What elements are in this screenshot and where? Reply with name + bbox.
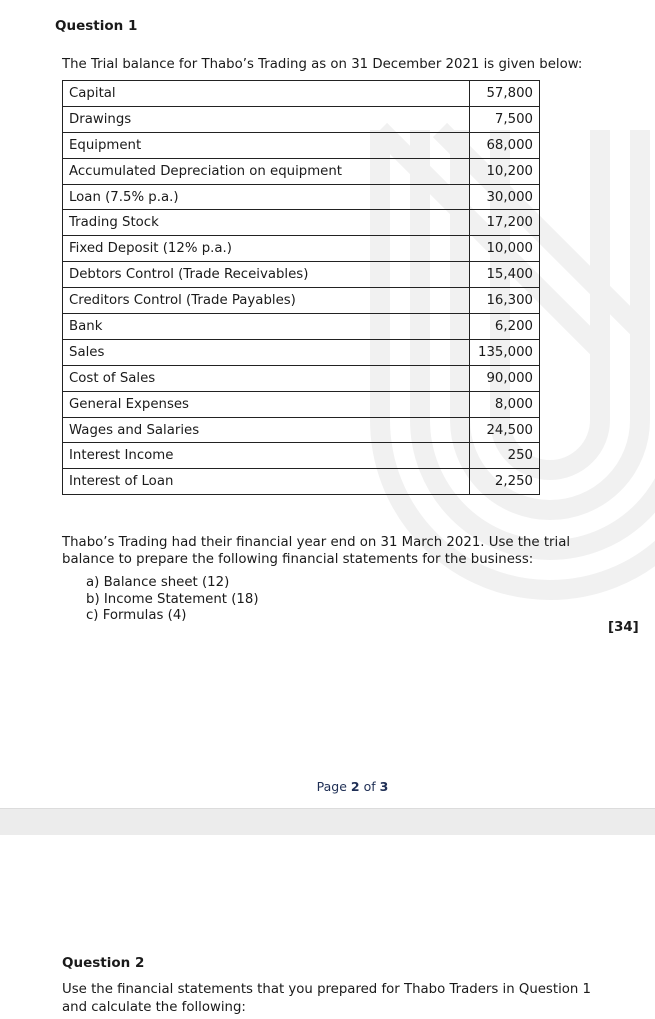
account-name: Debtors Control (Trade Receivables) [63,262,470,288]
task-list [86,575,259,625]
account-amount: 8,000 [470,391,540,417]
trial-balance-row [63,469,540,495]
account-name: Drawings [63,106,470,132]
trial-balance-row [63,417,540,443]
account-name: Creditors Control (Trade Payables) [63,288,470,314]
account-name: Cost of Sales [63,365,470,391]
trial-balance-row [63,391,540,417]
trial-balance-row [63,158,540,184]
document-page-3 [0,835,655,1019]
account-amount: 24,500 [470,417,540,443]
account-name: Accumulated Depreciation on equipment [63,158,470,184]
account-amount: 10,200 [470,158,540,184]
account-name: Loan (7.5% p.a.) [63,184,470,210]
account-name: Interest Income [63,443,470,469]
task-formulas: c) Formulas (4) [86,608,187,623]
trial-balance-row [63,262,540,288]
account-name: Bank [63,314,470,340]
account-name: Fixed Deposit (12% p.a.) [63,236,470,262]
trial-balance-row [63,365,540,391]
page-number [0,779,655,794]
trial-balance-row [63,81,540,107]
account-name: Trading Stock [63,210,470,236]
account-amount: 17,200 [470,210,540,236]
trial-balance-table [62,80,540,495]
trial-balance-row [63,106,540,132]
account-name: Capital [63,81,470,107]
trial-balance-row [63,288,540,314]
trial-balance-row [63,132,540,158]
of-word: of [363,779,376,794]
account-name: Sales [63,339,470,365]
page-current: 2 [350,779,360,794]
account-amount: 30,000 [470,184,540,210]
account-name: Equipment [63,132,470,158]
account-name: General Expenses [63,391,470,417]
question-2-line-2: and calculate the following: [62,1000,246,1015]
total-marks: [34] [608,620,639,635]
account-amount: 15,400 [470,262,540,288]
account-name: Wages and Salaries [63,417,470,443]
question-1-title: Question 1 [55,18,138,34]
trial-balance-row [63,339,540,365]
account-amount: 57,800 [470,81,540,107]
account-amount: 7,500 [470,106,540,132]
trial-balance-row [63,443,540,469]
account-amount: 10,000 [470,236,540,262]
account-amount: 2,250 [470,469,540,495]
trial-balance-row [63,236,540,262]
instruction-line-1: Thabo’s Trading had their financial year end on 31 March 2021. Use the trial [62,535,571,550]
page-word: Page [316,779,347,794]
account-amount: 250 [470,443,540,469]
trial-balance-row [63,314,540,340]
page-total: 3 [379,779,389,794]
account-amount: 68,000 [470,132,540,158]
account-amount: 135,000 [470,339,540,365]
account-amount: 90,000 [470,365,540,391]
question-1-intro: The Trial balance for Thabo’s Trading as on 31 December 2021 is given below: [62,57,583,72]
account-amount: 6,200 [470,314,540,340]
instruction-line-2: balance to prepare the following financial statements for the business: [62,552,534,567]
trial-balance-row [63,184,540,210]
question-2-title: Question 2 [62,955,145,971]
question-2-line-1: Use the financial statements that you prepared for Thabo Traders in Question 1 [62,982,592,997]
task-balance-sheet: a) Balance sheet (12) [86,575,230,590]
account-name: Interest of Loan [63,469,470,495]
account-amount: 16,300 [470,288,540,314]
task-income-statement: b) Income Statement (18) [86,591,259,607]
page-separator [0,808,655,836]
trial-balance-row [63,210,540,236]
